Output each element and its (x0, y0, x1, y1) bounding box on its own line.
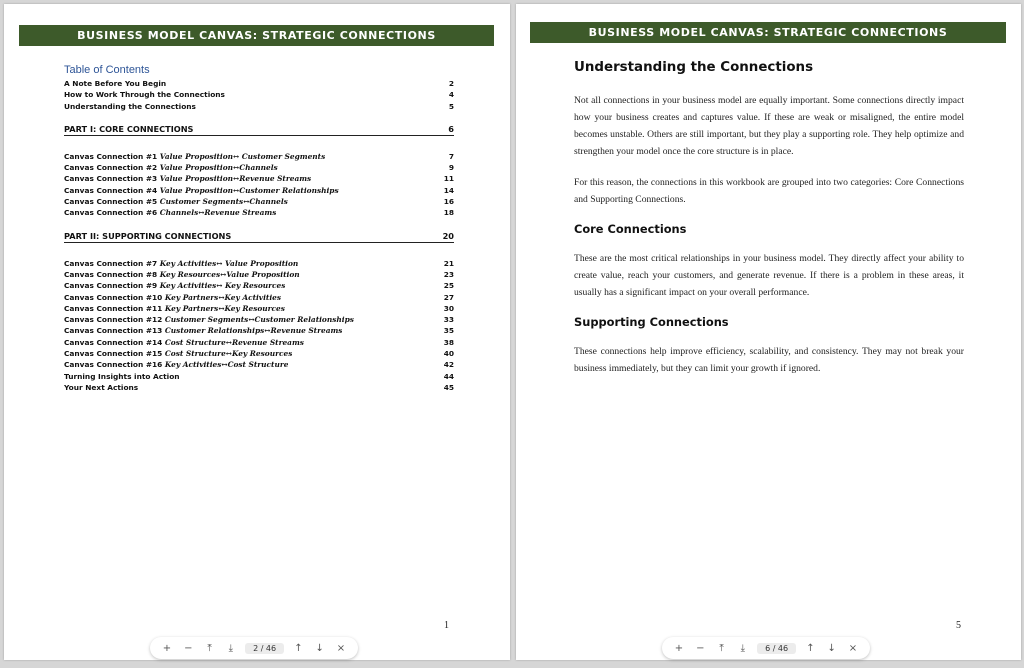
toc-entry-page: 18 (443, 208, 454, 218)
toc-part-label: PART I: CORE CONNECTIONS (64, 123, 194, 134)
toc-entry-label (64, 162, 278, 173)
toc-entry-prefix: Canvas Connection #6 (64, 208, 158, 218)
toc-part-2[interactable] (64, 231, 454, 243)
section-heading: Understanding the Connections (574, 60, 814, 75)
toc-entry-prefix: Canvas Connection #12 (64, 315, 163, 325)
paragraph: For this reason, the connections in this workbook are grouped into two categories: Core Connections and Supporting Connections. (574, 177, 964, 205)
close-icon[interactable]: × (336, 642, 346, 654)
toc-entry-pair: Cost Structure↔Revenue Streams (164, 337, 304, 347)
page-indicator-input[interactable]: 6 / 46 (757, 643, 796, 654)
toc-entry[interactable] (64, 382, 454, 393)
toc-entry-label (64, 151, 325, 162)
toc-entry-label: Understanding the Connections (64, 101, 196, 111)
table-of-contents (64, 64, 454, 393)
toc-entry-prefix: Canvas Connection #14 (64, 337, 163, 347)
toc-entry-prefix: Canvas Connection #4 (64, 185, 158, 195)
subheading-core: Core Connections (574, 222, 687, 236)
toc-entry-pair: Channels↔Revenue Streams (159, 208, 277, 218)
toc-entry-page: 40 (443, 349, 454, 359)
toc-entry[interactable] (64, 173, 454, 184)
toc-entry-label: Your Next Actions (64, 382, 139, 392)
toc-entry-prefix: Canvas Connection #2 (64, 163, 158, 173)
toc-entry[interactable] (64, 101, 454, 112)
toc-entry-page: 7 (448, 151, 454, 161)
toc-part2-list (64, 258, 454, 371)
last-page-icon[interactable]: ⤓ (228, 642, 233, 654)
toc-part-1[interactable] (64, 124, 454, 136)
toc-entry-label: A Note Before You Begin (64, 79, 167, 88)
page-number: 1 (444, 620, 449, 631)
paragraph: Not all connections in your business model are equally important. Some connections directly impact how your business creates and captures value. If these are weak or misaligned, the entire model becomes unstable. Others are still important, but they play a supporting role. They help optimize and strengthen your model once the core structure is in place. (574, 95, 964, 157)
toc-entry-page: 33 (443, 315, 454, 325)
toc-entry-pair: Customer Segments↔Channels (159, 197, 288, 207)
toc-entry[interactable] (64, 78, 454, 89)
document-page-left (4, 4, 510, 660)
toc-entry-pair: Key Partners↔Key Resources (164, 303, 285, 313)
toc-entry-page: 35 (443, 326, 454, 336)
toc-entry-label (64, 314, 354, 325)
page-indicator-input[interactable]: 2 / 46 (245, 643, 284, 654)
toc-entry[interactable] (64, 359, 454, 370)
toc-entry[interactable] (64, 325, 454, 336)
toc-entry-page: 2 (448, 79, 454, 88)
page-banner: BUSINESS MODEL CANVAS: STRATEGIC CONNECTIONS (19, 25, 494, 46)
toc-entry-pair: Value Proposition↔ Customer Segments (159, 151, 326, 161)
toc-entry-label (64, 292, 281, 303)
toc-entry-page: 11 (443, 174, 454, 184)
toc-entry-page: 9 (448, 163, 454, 173)
toc-outro-list (64, 371, 454, 394)
zoom-in-button[interactable]: + (674, 642, 684, 654)
toc-entry-prefix: Canvas Connection #1 (64, 151, 158, 161)
zoom-out-button[interactable]: − (696, 642, 705, 654)
toc-entry-prefix: Canvas Connection #7 (64, 258, 158, 268)
toc-entry-pair: Value Proposition↔Channels (159, 163, 278, 173)
toc-entry-label (64, 359, 288, 370)
toc-entry-prefix: Canvas Connection #11 (64, 303, 163, 313)
page-content (574, 60, 964, 391)
toc-entry-page: 38 (443, 337, 454, 347)
toc-entry-pair: Key Activities↔Cost Structure (164, 360, 289, 370)
toc-entry-pair: Customer Relationships↔Revenue Streams (164, 326, 343, 336)
zoom-out-button[interactable]: − (184, 642, 193, 654)
pdf-toolbar (150, 637, 358, 659)
toc-entry-label (64, 173, 311, 184)
toc-part-label: PART II: SUPPORTING CONNECTIONS (64, 230, 232, 241)
toc-entry-pair: Value Proposition↔Customer Relationships (159, 185, 339, 195)
toc-entry[interactable] (64, 185, 454, 196)
page-banner: BUSINESS MODEL CANVAS: STRATEGIC CONNECTIONS (530, 22, 1006, 43)
toc-entry-pair: Value Proposition↔Revenue Streams (159, 174, 312, 184)
toc-entry-prefix: Canvas Connection #13 (64, 326, 163, 336)
first-page-icon[interactable]: ⤒ (207, 642, 212, 654)
toc-entry-label (64, 196, 288, 207)
toc-entry[interactable] (64, 280, 454, 291)
toc-entry-page: 21 (443, 258, 454, 268)
toc-entry-prefix: Canvas Connection #10 (64, 292, 163, 302)
prev-page-icon[interactable]: ↑ (806, 642, 815, 654)
toc-entry-prefix: Canvas Connection #16 (64, 360, 163, 370)
toc-entry-label (64, 348, 292, 359)
pdf-toolbar (662, 637, 870, 659)
prev-page-icon[interactable]: ↑ (294, 642, 303, 654)
toc-entry-label: Turning Insights into Action (64, 371, 180, 381)
toc-entry-pair: Cost Structure↔Key Resources (164, 349, 293, 359)
toc-entry-label (64, 269, 300, 280)
toc-entry-label (64, 280, 285, 291)
toc-entry[interactable] (64, 371, 454, 382)
toc-entry-label (64, 207, 276, 218)
toc-entry-prefix: Canvas Connection #15 (64, 349, 163, 359)
toc-entry-pair: Key Resources↔Value Proposition (159, 269, 300, 279)
toc-entry-label (64, 303, 285, 314)
toc-entry-page: 14 (443, 185, 454, 195)
toc-title: Table of Contents (64, 64, 150, 76)
toc-entry-page: 27 (443, 292, 454, 302)
toc-entry-page: 42 (443, 360, 454, 370)
toc-entry-pair: Customer Segments↔Customer Relationships (164, 315, 354, 325)
next-page-icon[interactable]: ↓ (315, 642, 324, 654)
toc-entry-page: 45 (443, 382, 454, 392)
toc-entry[interactable] (64, 196, 454, 207)
toc-entry-label: How to Work Through the Connections (64, 90, 225, 100)
toc-entry[interactable] (64, 162, 454, 173)
toc-entry[interactable] (64, 89, 454, 100)
toc-entry-prefix: Canvas Connection #3 (64, 174, 158, 184)
toc-entry-prefix: Canvas Connection #8 (64, 269, 158, 279)
toc-entry-page: 16 (443, 197, 454, 207)
toc-entry[interactable] (64, 348, 454, 359)
toc-entry[interactable] (64, 314, 454, 325)
toc-entry-page: 23 (443, 269, 454, 279)
toc-entry-prefix: Canvas Connection #9 (64, 281, 158, 291)
toc-entry-label (64, 337, 304, 348)
toc-entry-label (64, 325, 342, 336)
toc-entry-prefix: Canvas Connection #5 (64, 197, 158, 207)
paragraph: These connections help improve efficiency, scalability, and consistency. They may not break your business immediately, but they can limit your growth if ignored. (574, 346, 964, 374)
toc-entry-page: 30 (443, 303, 454, 313)
close-icon[interactable]: × (848, 642, 858, 654)
toc-entry[interactable] (64, 303, 454, 314)
toc-entry[interactable] (64, 269, 454, 280)
toc-entry-label (64, 258, 298, 269)
subheading-supporting: Supporting Connections (574, 315, 729, 329)
toc-entry[interactable] (64, 258, 454, 269)
page-number: 5 (956, 620, 961, 631)
next-page-icon[interactable]: ↓ (827, 642, 836, 654)
first-page-icon[interactable]: ⤒ (719, 642, 724, 654)
toc-entry-pair: Key Activities↔ Key Resources (159, 281, 286, 291)
toc-part-page: 20 (442, 230, 454, 241)
document-page-right (516, 4, 1021, 660)
toc-entry-pair: Key Activities↔ Value Proposition (159, 258, 299, 268)
toc-entry[interactable] (64, 292, 454, 303)
toc-intro-list (64, 78, 454, 112)
paragraph: These are the most critical relationships in your business model. They directly affect your ability to create value, reach your customers, and generate revenue. If there is a problem in these areas, it usually has a significant impact on your overall performance. (574, 253, 964, 298)
toc-entry[interactable] (64, 207, 454, 218)
last-page-icon[interactable]: ⤓ (740, 642, 745, 654)
zoom-in-button[interactable]: + (162, 642, 172, 654)
toc-entry[interactable] (64, 337, 454, 348)
toc-entry-page: 44 (443, 371, 454, 381)
toc-entry-page: 25 (443, 281, 454, 291)
toc-entry[interactable] (64, 151, 454, 162)
toc-entry-pair: Key Partners↔Key Activities (164, 292, 281, 302)
toc-part1-list (64, 151, 454, 219)
toc-entry-label (64, 185, 339, 196)
toc-entry-page: 5 (448, 101, 454, 111)
toc-entry-page: 4 (448, 90, 454, 100)
toc-part-page: 6 (448, 123, 454, 134)
